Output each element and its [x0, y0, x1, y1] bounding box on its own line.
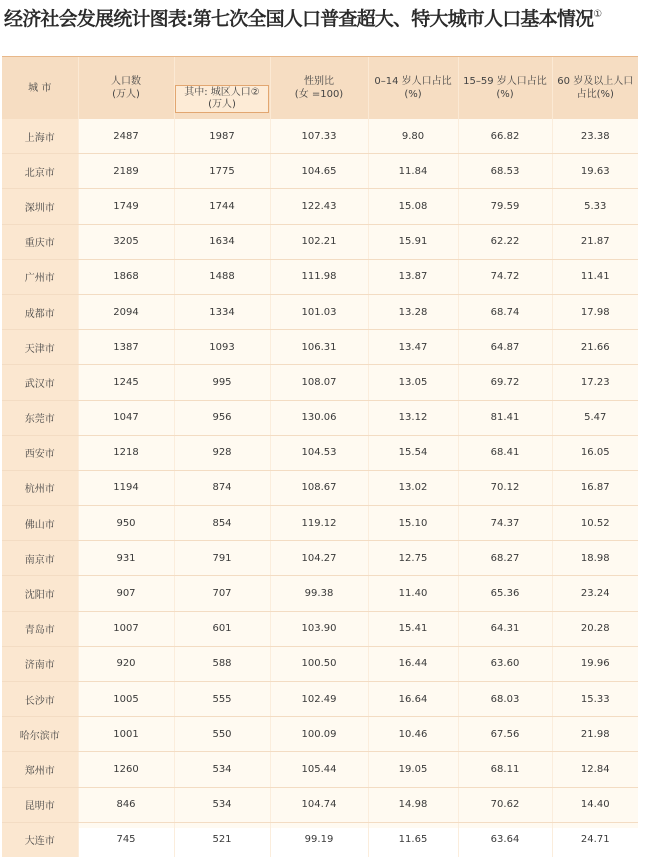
age-0-14-cell: 11.84: [368, 154, 458, 189]
age-0-14-cell: 13.02: [368, 470, 458, 505]
city-cell: 南京市: [2, 541, 78, 576]
age-0-14-cell: 16.64: [368, 682, 458, 717]
age-60-plus-cell: 17.23: [552, 365, 638, 400]
age-0-14-cell: 13.28: [368, 294, 458, 329]
table-row: [2, 611, 638, 646]
header-population: 人口数 (万人): [78, 57, 174, 120]
table-row: [2, 154, 638, 189]
age-15-59-cell: 65.36: [458, 576, 552, 611]
population-cell: 2487: [78, 119, 174, 154]
sex-ratio-cell: 104.53: [270, 435, 368, 470]
age-15-59-cell: 79.59: [458, 189, 552, 224]
table-row: [2, 787, 638, 822]
population-cell: 846: [78, 787, 174, 822]
sex-ratio-cell: 119.12: [270, 506, 368, 541]
sex-ratio-cell: 104.27: [270, 541, 368, 576]
table-row: [2, 822, 638, 857]
sex-ratio-cell: 99.19: [270, 822, 368, 857]
sex-ratio-cell: 101.03: [270, 294, 368, 329]
city-cell: 重庆市: [2, 224, 78, 259]
age-60-plus-cell: 23.24: [552, 576, 638, 611]
age-60-plus-cell: 19.96: [552, 646, 638, 681]
urban-population-cell: 854: [174, 506, 270, 541]
city-cell: 成都市: [2, 294, 78, 329]
age-60-plus-cell: 17.98: [552, 294, 638, 329]
city-cell: 郑州市: [2, 752, 78, 787]
header-urban-population: [174, 57, 270, 120]
age-0-14-cell: 11.65: [368, 822, 458, 857]
table-row: [2, 259, 638, 294]
age-0-14-cell: 13.47: [368, 330, 458, 365]
title-footnote-marker: ①: [593, 9, 602, 20]
sex-ratio-cell: 102.49: [270, 682, 368, 717]
population-cell: 931: [78, 541, 174, 576]
age-0-14-cell: 9.80: [368, 119, 458, 154]
table-sheet: [2, 56, 638, 848]
age-0-14-cell: 13.87: [368, 259, 458, 294]
population-cell: 1005: [78, 682, 174, 717]
population-cell: 2189: [78, 154, 174, 189]
sex-ratio-cell: 104.65: [270, 154, 368, 189]
age-60-plus-cell: 21.66: [552, 330, 638, 365]
city-cell: 沈阳市: [2, 576, 78, 611]
sex-ratio-cell: 104.74: [270, 787, 368, 822]
age-0-14-cell: 11.40: [368, 576, 458, 611]
age-15-59-cell: 68.03: [458, 682, 552, 717]
sex-ratio-cell: 122.43: [270, 189, 368, 224]
age-15-59-cell: 66.82: [458, 119, 552, 154]
sex-ratio-cell: 108.67: [270, 470, 368, 505]
age-60-plus-cell: 16.05: [552, 435, 638, 470]
urban-population-cell: 555: [174, 682, 270, 717]
table-row: [2, 189, 638, 224]
age-15-59-cell: 67.56: [458, 717, 552, 752]
table-row: [2, 294, 638, 329]
age-60-plus-cell: 5.47: [552, 400, 638, 435]
header-age-0-14: 0–14 岁人口占比 (%): [368, 57, 458, 120]
age-0-14-cell: 12.75: [368, 541, 458, 576]
table-row: [2, 576, 638, 611]
population-cell: 745: [78, 822, 174, 857]
age-0-14-cell: 13.05: [368, 365, 458, 400]
age-15-59-cell: 74.37: [458, 506, 552, 541]
age-15-59-cell: 81.41: [458, 400, 552, 435]
urban-population-cell: 874: [174, 470, 270, 505]
city-cell: 青岛市: [2, 611, 78, 646]
urban-population-cell: 1334: [174, 294, 270, 329]
population-cell: 1194: [78, 470, 174, 505]
urban-population-cell: 1987: [174, 119, 270, 154]
age-60-plus-cell: 16.87: [552, 470, 638, 505]
table-row: [2, 435, 638, 470]
sex-ratio-cell: 99.38: [270, 576, 368, 611]
age-15-59-cell: 69.72: [458, 365, 552, 400]
age-15-59-cell: 70.62: [458, 787, 552, 822]
city-cell: 上海市: [2, 119, 78, 154]
city-cell: 大连市: [2, 822, 78, 857]
table-row: [2, 119, 638, 154]
population-cell: 1245: [78, 365, 174, 400]
sex-ratio-cell: 106.31: [270, 330, 368, 365]
city-cell: 昆明市: [2, 787, 78, 822]
table-row: [2, 506, 638, 541]
age-15-59-cell: 68.74: [458, 294, 552, 329]
sex-ratio-cell: 100.09: [270, 717, 368, 752]
age-0-14-cell: 10.46: [368, 717, 458, 752]
age-0-14-cell: 15.10: [368, 506, 458, 541]
age-0-14-cell: 15.41: [368, 611, 458, 646]
population-cell: 907: [78, 576, 174, 611]
age-15-59-cell: 63.64: [458, 822, 552, 857]
city-cell: 杭州市: [2, 470, 78, 505]
urban-population-cell: 534: [174, 752, 270, 787]
age-60-plus-cell: 24.71: [552, 822, 638, 857]
age-0-14-cell: 16.44: [368, 646, 458, 681]
age-15-59-cell: 70.12: [458, 470, 552, 505]
sex-ratio-cell: 100.50: [270, 646, 368, 681]
population-cell: 1007: [78, 611, 174, 646]
age-60-plus-cell: 11.41: [552, 259, 638, 294]
table-row: [2, 365, 638, 400]
header-row: [2, 57, 638, 120]
sex-ratio-cell: 105.44: [270, 752, 368, 787]
urban-population-cell: 534: [174, 787, 270, 822]
population-cell: 920: [78, 646, 174, 681]
table-row: [2, 470, 638, 505]
age-60-plus-cell: 15.33: [552, 682, 638, 717]
header-age-60-plus: 60 岁及以上人口 占比(%): [552, 57, 638, 120]
age-15-59-cell: 74.72: [458, 259, 552, 294]
table-row: [2, 330, 638, 365]
urban-population-cell: 1488: [174, 259, 270, 294]
age-15-59-cell: 64.87: [458, 330, 552, 365]
age-15-59-cell: 62.22: [458, 224, 552, 259]
population-cell: 950: [78, 506, 174, 541]
population-cell: 3205: [78, 224, 174, 259]
city-cell: 深圳市: [2, 189, 78, 224]
age-0-14-cell: 14.98: [368, 787, 458, 822]
table-body: [2, 119, 638, 857]
urban-population-cell: 791: [174, 541, 270, 576]
urban-population-cell: 928: [174, 435, 270, 470]
urban-population-cell: 707: [174, 576, 270, 611]
city-cell: 天津市: [2, 330, 78, 365]
city-cell: 哈尔滨市: [2, 717, 78, 752]
urban-population-cell: 995: [174, 365, 270, 400]
table-row: [2, 400, 638, 435]
city-cell: 济南市: [2, 646, 78, 681]
population-cell: 1387: [78, 330, 174, 365]
urban-population-cell: 588: [174, 646, 270, 681]
population-cell: 1260: [78, 752, 174, 787]
table-row: [2, 646, 638, 681]
age-60-plus-cell: 23.38: [552, 119, 638, 154]
city-cell: 北京市: [2, 154, 78, 189]
urban-population-cell: 521: [174, 822, 270, 857]
sex-ratio-cell: 107.33: [270, 119, 368, 154]
city-cell: 长沙市: [2, 682, 78, 717]
header-sex-ratio: 性别比 (女 =100): [270, 57, 368, 120]
table-row: [2, 717, 638, 752]
urban-population-cell: 1634: [174, 224, 270, 259]
title-text: 经济社会发展统计图表:第七次全国人口普查超大、特大城市人口基本情况: [4, 8, 594, 30]
population-table: [2, 56, 638, 857]
table-row: [2, 224, 638, 259]
sex-ratio-cell: 108.07: [270, 365, 368, 400]
urban-population-cell: 1093: [174, 330, 270, 365]
age-60-plus-cell: 12.84: [552, 752, 638, 787]
age-60-plus-cell: 21.98: [552, 717, 638, 752]
header-urban-subcell: 其中: 城区人口② (万人): [175, 85, 269, 113]
population-cell: 1218: [78, 435, 174, 470]
urban-population-cell: 1744: [174, 189, 270, 224]
urban-population-cell: 956: [174, 400, 270, 435]
city-cell: 西安市: [2, 435, 78, 470]
urban-population-cell: 1775: [174, 154, 270, 189]
sex-ratio-cell: 111.98: [270, 259, 368, 294]
urban-population-cell: 550: [174, 717, 270, 752]
age-60-plus-cell: 14.40: [552, 787, 638, 822]
age-0-14-cell: 19.05: [368, 752, 458, 787]
city-cell: 广州市: [2, 259, 78, 294]
age-15-59-cell: 68.41: [458, 435, 552, 470]
age-60-plus-cell: 21.87: [552, 224, 638, 259]
sex-ratio-cell: 130.06: [270, 400, 368, 435]
age-60-plus-cell: 5.33: [552, 189, 638, 224]
table-row: [2, 541, 638, 576]
city-cell: 东莞市: [2, 400, 78, 435]
population-cell: 1047: [78, 400, 174, 435]
city-cell: 武汉市: [2, 365, 78, 400]
age-60-plus-cell: 20.28: [552, 611, 638, 646]
table-row: [2, 752, 638, 787]
age-60-plus-cell: 18.98: [552, 541, 638, 576]
population-cell: 1749: [78, 189, 174, 224]
age-15-59-cell: 68.11: [458, 752, 552, 787]
age-15-59-cell: 63.60: [458, 646, 552, 681]
table-row: [2, 682, 638, 717]
age-15-59-cell: 68.53: [458, 154, 552, 189]
city-cell: 佛山市: [2, 506, 78, 541]
age-15-59-cell: 64.31: [458, 611, 552, 646]
sex-ratio-cell: 103.90: [270, 611, 368, 646]
header-age-15-59: 15–59 岁人口占比 (%): [458, 57, 552, 120]
sex-ratio-cell: 102.21: [270, 224, 368, 259]
age-0-14-cell: 15.08: [368, 189, 458, 224]
age-0-14-cell: 13.12: [368, 400, 458, 435]
population-cell: 1868: [78, 259, 174, 294]
age-15-59-cell: 68.27: [458, 541, 552, 576]
age-0-14-cell: 15.54: [368, 435, 458, 470]
page-title: [4, 2, 666, 36]
age-60-plus-cell: 10.52: [552, 506, 638, 541]
population-cell: 1001: [78, 717, 174, 752]
urban-population-cell: 601: [174, 611, 270, 646]
age-60-plus-cell: 19.63: [552, 154, 638, 189]
population-cell: 2094: [78, 294, 174, 329]
header-city: 城 市: [2, 57, 78, 120]
age-0-14-cell: 15.91: [368, 224, 458, 259]
